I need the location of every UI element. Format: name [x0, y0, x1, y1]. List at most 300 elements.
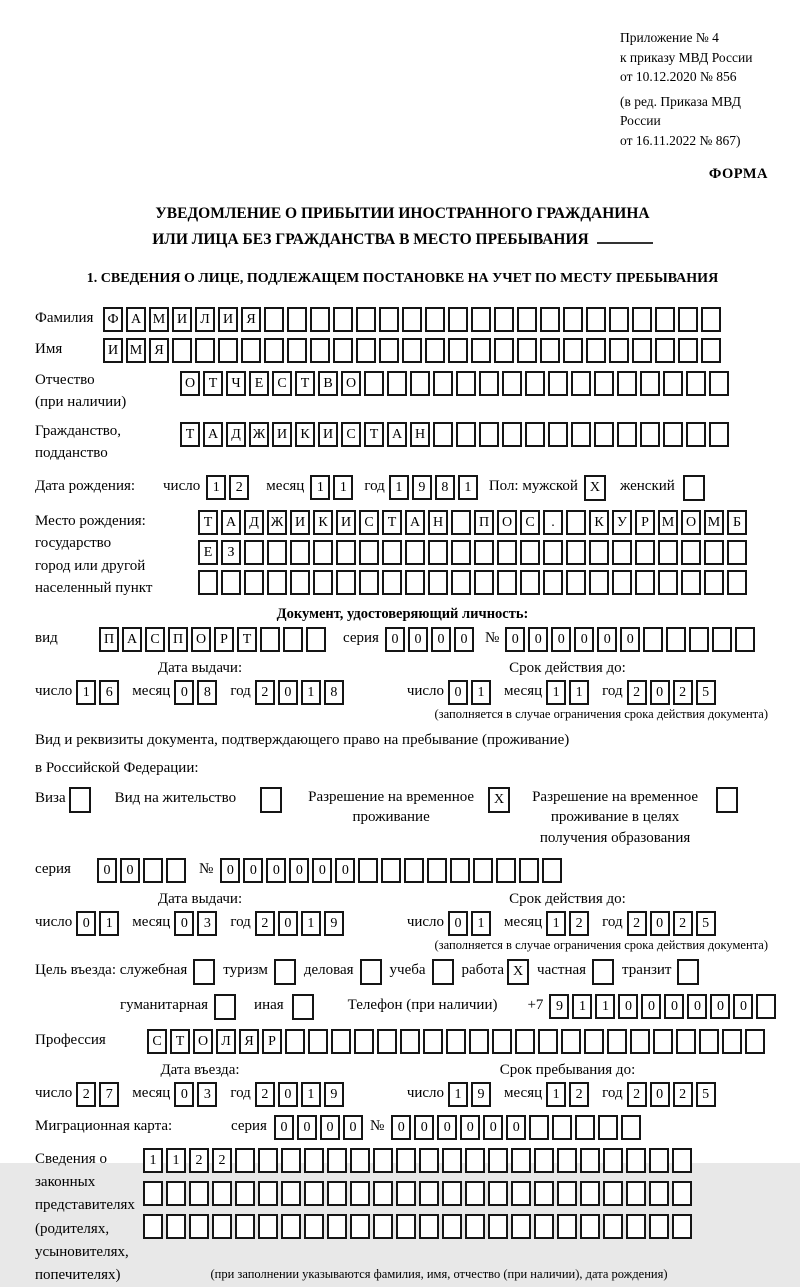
char-cell[interactable] [592, 959, 614, 985]
char-cell[interactable] [603, 1214, 623, 1239]
char-cell[interactable] [281, 1214, 301, 1239]
char-cell[interactable]: 1 [206, 475, 226, 500]
char-cell[interactable] [626, 1214, 646, 1239]
char-cell[interactable] [563, 338, 583, 363]
char-cell[interactable] [649, 1148, 669, 1173]
char-cell[interactable] [617, 371, 637, 396]
char-cell[interactable]: Т [198, 510, 218, 535]
char-cell[interactable] [379, 338, 399, 363]
char-cell[interactable]: 1 [595, 994, 615, 1019]
char-cell[interactable] [517, 307, 537, 332]
checkbox-purpose-transit[interactable] [677, 959, 699, 985]
char-cell[interactable] [735, 627, 755, 652]
char-cell[interactable] [515, 1029, 535, 1054]
char-cell[interactable] [433, 422, 453, 447]
char-cell[interactable]: С [341, 422, 361, 447]
char-cell[interactable]: 0 [448, 911, 468, 936]
checkbox-female[interactable] [683, 475, 705, 501]
char-cell[interactable] [586, 338, 606, 363]
char-cell[interactable] [292, 994, 314, 1020]
char-cell[interactable] [525, 422, 545, 447]
char-cell[interactable] [609, 338, 629, 363]
char-cell[interactable] [479, 371, 499, 396]
char-cell[interactable] [166, 1181, 186, 1206]
char-cell[interactable]: 0 [528, 627, 548, 652]
char-cell[interactable] [428, 540, 448, 565]
char-cell[interactable] [433, 371, 453, 396]
char-cell[interactable] [548, 371, 568, 396]
char-cell[interactable] [584, 1029, 604, 1054]
char-cell[interactable] [432, 959, 454, 985]
char-cell[interactable]: Р [214, 627, 234, 652]
char-cell[interactable]: 0 [391, 1115, 411, 1140]
char-cell[interactable] [428, 570, 448, 595]
char-cell[interactable] [663, 371, 683, 396]
char-cell[interactable] [727, 540, 747, 565]
char-cell[interactable] [373, 1148, 393, 1173]
char-cell[interactable] [701, 338, 721, 363]
char-cell[interactable] [672, 1214, 692, 1239]
char-cell[interactable]: 5 [696, 911, 716, 936]
char-cell[interactable] [542, 858, 562, 883]
char-cell[interactable] [387, 371, 407, 396]
checkbox-purpose-other[interactable] [292, 994, 314, 1020]
char-cell[interactable] [306, 627, 326, 652]
char-cell[interactable] [402, 307, 422, 332]
char-cell[interactable] [552, 1115, 572, 1140]
char-cell[interactable] [689, 627, 709, 652]
char-cell[interactable]: К [589, 510, 609, 535]
char-cell[interactable] [653, 1029, 673, 1054]
char-cell[interactable] [488, 1214, 508, 1239]
char-cell[interactable] [492, 1029, 512, 1054]
char-cell[interactable]: Я [239, 1029, 259, 1054]
char-cell[interactable] [308, 1029, 328, 1054]
char-cell[interactable] [218, 338, 238, 363]
char-cell[interactable]: Д [226, 422, 246, 447]
char-cell[interactable] [419, 1148, 439, 1173]
char-cell[interactable] [640, 371, 660, 396]
char-cell[interactable] [354, 1029, 374, 1054]
char-cell[interactable] [471, 307, 491, 332]
char-cell[interactable] [373, 1181, 393, 1206]
char-cell[interactable] [563, 307, 583, 332]
char-cell[interactable] [632, 338, 652, 363]
char-cell[interactable] [310, 338, 330, 363]
char-cell[interactable]: 0 [278, 1082, 298, 1107]
char-cell[interactable] [683, 475, 705, 501]
char-cell[interactable] [221, 570, 241, 595]
char-cell[interactable] [451, 540, 471, 565]
char-cell[interactable] [358, 858, 378, 883]
char-cell[interactable] [359, 540, 379, 565]
char-cell[interactable] [686, 422, 706, 447]
char-cell[interactable]: С [147, 1029, 167, 1054]
char-cell[interactable] [727, 570, 747, 595]
char-cell[interactable]: 0 [431, 627, 451, 652]
char-cell[interactable] [260, 787, 282, 813]
char-cell[interactable]: 0 [710, 994, 730, 1019]
char-cell[interactable]: А [126, 307, 146, 332]
char-cell[interactable] [189, 1181, 209, 1206]
char-cell[interactable] [410, 371, 430, 396]
checkbox-rvp[interactable] [488, 787, 510, 813]
char-cell[interactable]: Т [382, 510, 402, 535]
char-cell[interactable]: 0 [343, 1115, 363, 1140]
char-cell[interactable]: Е [249, 371, 269, 396]
char-cell[interactable]: И [290, 510, 310, 535]
char-cell[interactable] [143, 858, 163, 883]
char-cell[interactable] [377, 1029, 397, 1054]
char-cell[interactable] [496, 858, 516, 883]
char-cell[interactable] [327, 1148, 347, 1173]
char-cell[interactable] [557, 1148, 577, 1173]
char-cell[interactable] [331, 1029, 351, 1054]
char-cell[interactable] [350, 1181, 370, 1206]
char-cell[interactable] [566, 510, 586, 535]
char-cell[interactable]: 2 [627, 680, 647, 705]
char-cell[interactable] [244, 570, 264, 595]
char-cell[interactable] [281, 1181, 301, 1206]
char-cell[interactable]: . [543, 510, 563, 535]
char-cell[interactable]: Т [203, 371, 223, 396]
char-cell[interactable]: 1 [301, 680, 321, 705]
char-cell[interactable]: 5 [696, 1082, 716, 1107]
checkbox-visa[interactable] [69, 787, 91, 813]
char-cell[interactable] [580, 1181, 600, 1206]
char-cell[interactable] [699, 1029, 719, 1054]
checkbox-purpose-study[interactable] [432, 959, 454, 985]
char-cell[interactable] [404, 858, 424, 883]
char-cell[interactable]: Б [727, 510, 747, 535]
char-cell[interactable]: 2 [627, 911, 647, 936]
char-cell[interactable]: Л [195, 307, 215, 332]
char-cell[interactable]: 1 [310, 475, 330, 500]
char-cell[interactable] [471, 338, 491, 363]
char-cell[interactable]: А [221, 510, 241, 535]
checkbox-purpose-business[interactable] [360, 959, 382, 985]
char-cell[interactable]: 2 [569, 1082, 589, 1107]
char-cell[interactable]: 2 [76, 1082, 96, 1107]
char-cell[interactable] [540, 338, 560, 363]
char-cell[interactable] [379, 307, 399, 332]
char-cell[interactable]: 0 [650, 680, 670, 705]
char-cell[interactable] [540, 307, 560, 332]
char-cell[interactable] [594, 422, 614, 447]
char-cell[interactable] [405, 540, 425, 565]
char-cell[interactable] [612, 570, 632, 595]
char-cell[interactable]: Т [364, 422, 384, 447]
char-cell[interactable] [310, 307, 330, 332]
char-cell[interactable] [258, 1148, 278, 1173]
char-cell[interactable] [198, 570, 218, 595]
char-cell[interactable]: О [193, 1029, 213, 1054]
char-cell[interactable]: Н [410, 422, 430, 447]
char-cell[interactable] [456, 371, 476, 396]
char-cell[interactable] [235, 1148, 255, 1173]
char-cell[interactable] [381, 858, 401, 883]
char-cell[interactable]: 7 [99, 1082, 119, 1107]
char-cell[interactable]: О [497, 510, 517, 535]
char-cell[interactable]: М [126, 338, 146, 363]
char-cell[interactable] [474, 570, 494, 595]
char-cell[interactable]: 9 [549, 994, 569, 1019]
char-cell[interactable]: 8 [435, 475, 455, 500]
char-cell[interactable] [630, 1029, 650, 1054]
char-cell[interactable] [722, 1029, 742, 1054]
char-cell[interactable]: 0 [266, 858, 286, 883]
char-cell[interactable] [285, 1029, 305, 1054]
char-cell[interactable] [166, 1214, 186, 1239]
char-cell[interactable] [304, 1214, 324, 1239]
char-cell[interactable] [189, 1214, 209, 1239]
char-cell[interactable] [488, 1181, 508, 1206]
char-cell[interactable] [283, 627, 303, 652]
char-cell[interactable] [525, 371, 545, 396]
char-cell[interactable]: В [318, 371, 338, 396]
char-cell[interactable] [448, 307, 468, 332]
char-cell[interactable]: 0 [505, 627, 525, 652]
char-cell[interactable]: Т [180, 422, 200, 447]
char-cell[interactable]: 9 [324, 1082, 344, 1107]
char-cell[interactable] [580, 1148, 600, 1173]
char-cell[interactable]: 0 [278, 911, 298, 936]
char-cell[interactable] [621, 1115, 641, 1140]
char-cell[interactable] [681, 570, 701, 595]
char-cell[interactable] [494, 307, 514, 332]
char-cell[interactable]: 8 [197, 680, 217, 705]
checkbox-purpose-official[interactable] [193, 959, 215, 985]
char-cell[interactable]: И [172, 307, 192, 332]
char-cell[interactable] [603, 1181, 623, 1206]
checkbox-purpose-humanitarian[interactable] [214, 994, 236, 1020]
char-cell[interactable] [709, 422, 729, 447]
char-cell[interactable] [287, 338, 307, 363]
char-cell[interactable]: 1 [471, 911, 491, 936]
char-cell[interactable]: П [99, 627, 119, 652]
char-cell[interactable] [502, 371, 522, 396]
char-cell[interactable]: 2 [212, 1148, 232, 1173]
char-cell[interactable] [396, 1214, 416, 1239]
char-cell[interactable]: С [520, 510, 540, 535]
char-cell[interactable]: О [681, 510, 701, 535]
char-cell[interactable]: 0 [620, 627, 640, 652]
char-cell[interactable]: К [295, 422, 315, 447]
char-cell[interactable]: 0 [664, 994, 684, 1019]
char-cell[interactable] [643, 627, 663, 652]
char-cell[interactable] [442, 1148, 462, 1173]
char-cell[interactable]: Р [262, 1029, 282, 1054]
char-cell[interactable]: 2 [229, 475, 249, 500]
char-cell[interactable] [281, 1148, 301, 1173]
char-cell[interactable] [557, 1181, 577, 1206]
char-cell[interactable] [603, 1148, 623, 1173]
char-cell[interactable] [649, 1214, 669, 1239]
char-cell[interactable] [450, 858, 470, 883]
char-cell[interactable]: О [180, 371, 200, 396]
char-cell[interactable]: Р [635, 510, 655, 535]
char-cell[interactable] [571, 371, 591, 396]
char-cell[interactable] [264, 307, 284, 332]
char-cell[interactable]: А [387, 422, 407, 447]
char-cell[interactable]: Д [244, 510, 264, 535]
char-cell[interactable]: 0 [297, 1115, 317, 1140]
char-cell[interactable]: 0 [454, 627, 474, 652]
char-cell[interactable]: 5 [696, 680, 716, 705]
char-cell[interactable] [258, 1214, 278, 1239]
char-cell[interactable]: 0 [278, 680, 298, 705]
char-cell[interactable] [327, 1214, 347, 1239]
char-cell[interactable]: 9 [412, 475, 432, 500]
checkbox-purpose-tourism[interactable] [274, 959, 296, 985]
char-cell[interactable]: 1 [458, 475, 478, 500]
char-cell[interactable]: 8 [324, 680, 344, 705]
char-cell[interactable] [451, 570, 471, 595]
char-cell[interactable]: 1 [569, 680, 589, 705]
char-cell[interactable]: 0 [97, 858, 117, 883]
char-cell[interactable]: 2 [673, 911, 693, 936]
checkbox-male[interactable] [584, 475, 606, 501]
char-cell[interactable] [635, 570, 655, 595]
char-cell[interactable] [359, 570, 379, 595]
char-cell[interactable]: А [405, 510, 425, 535]
char-cell[interactable]: 0 [408, 627, 428, 652]
char-cell[interactable] [672, 1181, 692, 1206]
char-cell[interactable]: 1 [99, 911, 119, 936]
char-cell[interactable] [520, 540, 540, 565]
char-cell[interactable]: 2 [189, 1148, 209, 1173]
char-cell[interactable]: 1 [546, 911, 566, 936]
char-cell[interactable] [678, 338, 698, 363]
checkbox-purpose-work[interactable] [507, 959, 529, 985]
char-cell[interactable] [350, 1214, 370, 1239]
char-cell[interactable]: 0 [437, 1115, 457, 1140]
char-cell[interactable] [304, 1181, 324, 1206]
char-cell[interactable] [658, 570, 678, 595]
char-cell[interactable] [382, 540, 402, 565]
char-cell[interactable] [442, 1214, 462, 1239]
char-cell[interactable] [235, 1214, 255, 1239]
char-cell[interactable] [442, 1181, 462, 1206]
char-cell[interactable]: 0 [650, 1082, 670, 1107]
char-cell[interactable]: 0 [641, 994, 661, 1019]
char-cell[interactable] [609, 307, 629, 332]
char-cell[interactable] [143, 1214, 163, 1239]
char-cell[interactable]: 1 [76, 680, 96, 705]
char-cell[interactable] [617, 422, 637, 447]
char-cell[interactable] [548, 422, 568, 447]
char-cell[interactable] [212, 1214, 232, 1239]
char-cell[interactable] [704, 570, 724, 595]
char-cell[interactable] [756, 994, 776, 1019]
char-cell[interactable]: 2 [255, 911, 275, 936]
char-cell[interactable] [520, 570, 540, 595]
char-cell[interactable] [260, 627, 280, 652]
char-cell[interactable]: 9 [471, 1082, 491, 1107]
char-cell[interactable]: 2 [673, 1082, 693, 1107]
char-cell[interactable] [473, 858, 493, 883]
char-cell[interactable] [594, 371, 614, 396]
char-cell[interactable]: С [145, 627, 165, 652]
char-cell[interactable]: 3 [197, 1082, 217, 1107]
char-cell[interactable]: И [272, 422, 292, 447]
char-cell[interactable] [497, 570, 517, 595]
char-cell[interactable]: 0 [174, 680, 194, 705]
char-cell[interactable] [589, 540, 609, 565]
char-cell[interactable] [566, 540, 586, 565]
char-cell[interactable]: 0 [289, 858, 309, 883]
char-cell[interactable]: Ж [267, 510, 287, 535]
char-cell[interactable] [538, 1029, 558, 1054]
char-cell[interactable]: 0 [312, 858, 332, 883]
char-cell[interactable] [543, 570, 563, 595]
char-cell[interactable]: П [168, 627, 188, 652]
char-cell[interactable] [497, 540, 517, 565]
char-cell[interactable] [405, 570, 425, 595]
char-cell[interactable] [666, 627, 686, 652]
char-cell[interactable]: И [336, 510, 356, 535]
char-cell[interactable] [502, 422, 522, 447]
char-cell[interactable] [681, 540, 701, 565]
char-cell[interactable]: М [704, 510, 724, 535]
char-cell[interactable]: 1 [301, 1082, 321, 1107]
char-cell[interactable] [561, 1029, 581, 1054]
char-cell[interactable] [701, 307, 721, 332]
char-cell[interactable] [626, 1181, 646, 1206]
char-cell[interactable] [612, 540, 632, 565]
char-cell[interactable] [543, 540, 563, 565]
char-cell[interactable] [333, 338, 353, 363]
char-cell[interactable]: Л [216, 1029, 236, 1054]
char-cell[interactable]: 1 [448, 1082, 468, 1107]
checkbox-purpose-private[interactable] [592, 959, 614, 985]
char-cell[interactable] [327, 1181, 347, 1206]
char-cell[interactable] [419, 1181, 439, 1206]
char-cell[interactable]: С [272, 371, 292, 396]
char-cell[interactable] [677, 959, 699, 985]
char-cell[interactable]: И [318, 422, 338, 447]
char-cell[interactable] [373, 1214, 393, 1239]
char-cell[interactable]: 1 [301, 911, 321, 936]
char-cell[interactable]: М [658, 510, 678, 535]
char-cell[interactable]: Я [241, 307, 261, 332]
char-cell[interactable] [267, 570, 287, 595]
char-cell[interactable] [313, 570, 333, 595]
char-cell[interactable] [382, 570, 402, 595]
char-cell[interactable] [419, 1214, 439, 1239]
char-cell[interactable]: X [507, 959, 529, 985]
char-cell[interactable] [474, 540, 494, 565]
char-cell[interactable]: X [584, 475, 606, 501]
char-cell[interactable] [676, 1029, 696, 1054]
char-cell[interactable] [635, 540, 655, 565]
char-cell[interactable]: У [612, 510, 632, 535]
char-cell[interactable]: Т [170, 1029, 190, 1054]
char-cell[interactable] [511, 1214, 531, 1239]
char-cell[interactable] [479, 422, 499, 447]
char-cell[interactable] [304, 1148, 324, 1173]
char-cell[interactable]: Ч [226, 371, 246, 396]
char-cell[interactable] [511, 1181, 531, 1206]
char-cell[interactable] [649, 1181, 669, 1206]
char-cell[interactable] [446, 1029, 466, 1054]
char-cell[interactable] [580, 1214, 600, 1239]
char-cell[interactable] [519, 858, 539, 883]
char-cell[interactable] [557, 1214, 577, 1239]
char-cell[interactable]: С [359, 510, 379, 535]
char-cell[interactable]: 6 [99, 680, 119, 705]
char-cell[interactable]: 0 [174, 911, 194, 936]
